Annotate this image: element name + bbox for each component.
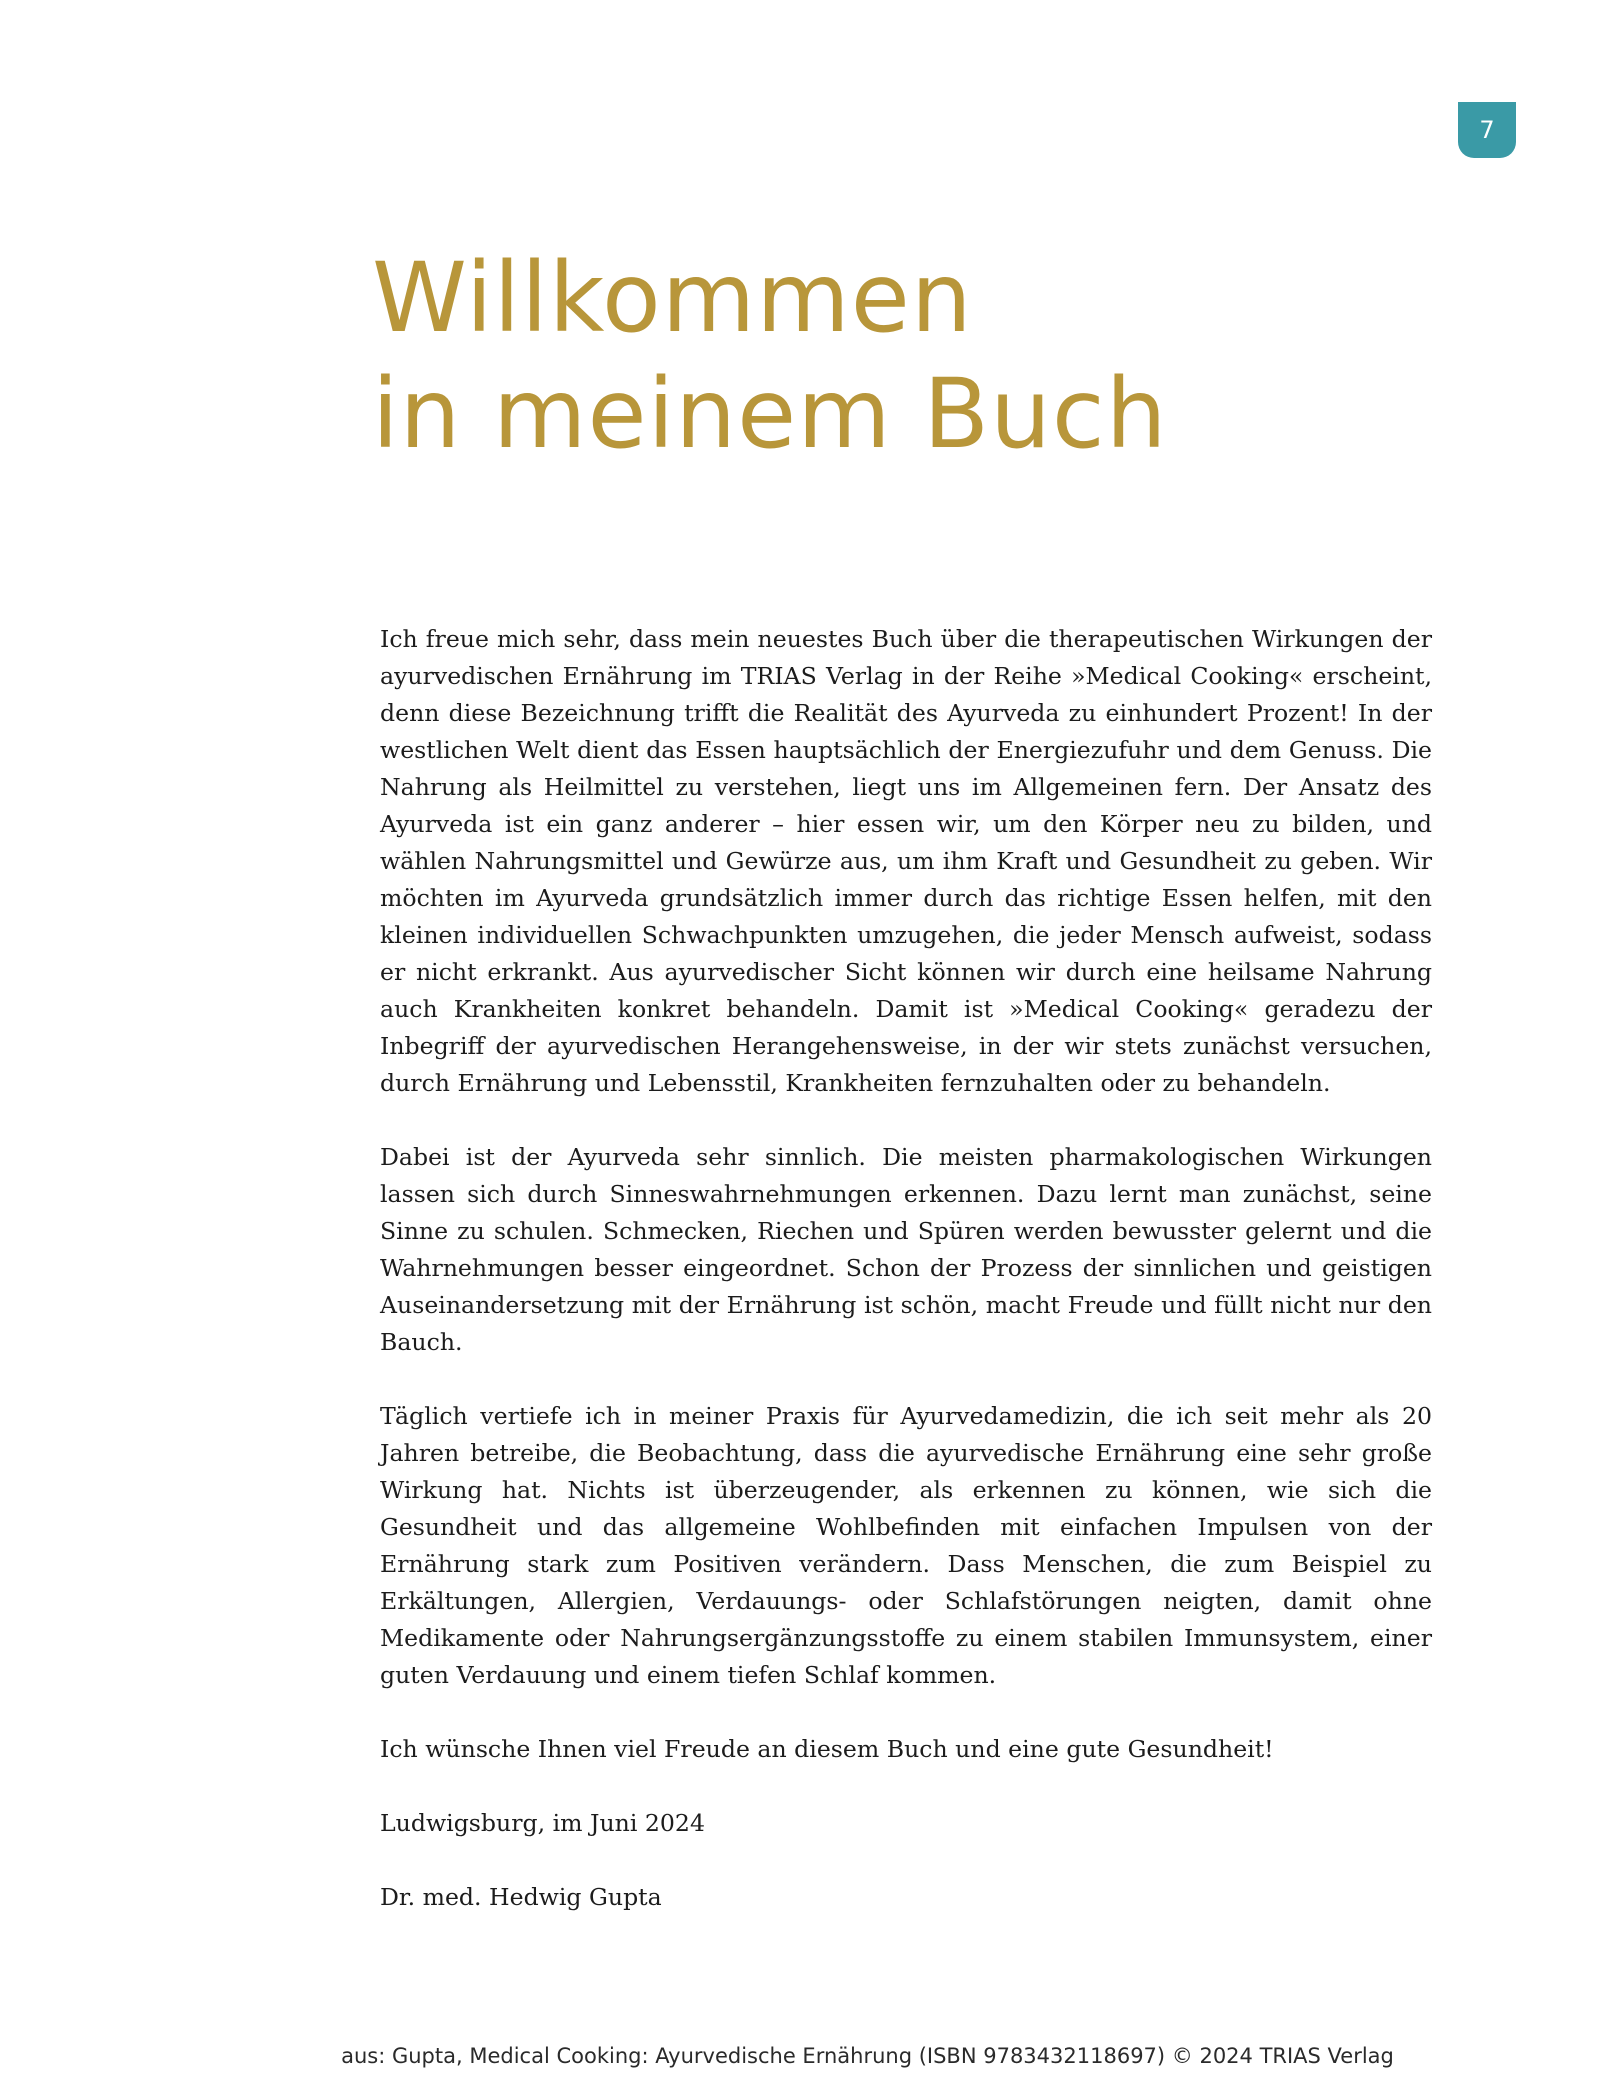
page-title-line-1: Willkommen [372, 242, 973, 354]
page-title-line-2: in meinem Buch [372, 358, 1168, 470]
closing-wish: Ich wünsche Ihnen viel Freude an diesem Buch und eine gute Gesundheit! [380, 1735, 1274, 1763]
page-title [372, 240, 1168, 472]
place-and-date: Ludwigsburg, im Juni 2024 [380, 1809, 705, 1837]
page-number-badge: 7 [1458, 102, 1516, 158]
paragraph-senses: Dabei ist der Ayurveda sehr sinnlich. Die meisten pharmakologischen Wirkungen lassen sich durch Sinneswahrnehmungen erkennen. Dazu lernt man zunächst, seine Sinne zu schulen. Schmecken, Riechen und Spüren werden bewusster gelernt und die Wahrnehmungen besser eingeordnet. Schon der Prozess der sinnlichen und geistigen Auseinandersetzung mit der Ernährung ist schön, macht Freude und füllt nicht nur den Bauch. [380, 1143, 1432, 1356]
body-text [380, 621, 1432, 1953]
author-signature: Dr. med. Hedwig Gupta [380, 1883, 662, 1911]
paragraph-practice: Täglich vertiefe ich in meiner Praxis für Ayurvedamedizin, die ich seit mehr als 20 Jahren betreibe, die Beobachtung, dass die ayurvedische Ernährung eine sehr große Wirkung hat. Nichts ist überzeugender, als erkennen zu können, wie sich die Gesundheit und das allgemeine Wohlbefinden mit einfachen Impulsen von der Ernährung stark zum Positiven verändern. Dass Menschen, die zum Beispiel zu Erkältungen, Allergien, Verdauungs- oder Schlafstörungen neigten, damit ohne Medikamente oder Nahrungsergänzungsstoffe zu einem stabilen Immunsystem, einer guten Verdauung und einem tiefen Schlaf kommen. [380, 1402, 1432, 1689]
copyright-footer [0, 2044, 1615, 2068]
paragraph-intro: Ich freue mich sehr, dass mein neuestes Buch über die therapeutischen Wirkungen der ayurvedischen Ernährung im TRIAS Verlag in der Reihe »Medical Cooking« erscheint, denn diese Bezeichnung trifft die Realität des Ayurveda zu einhundert Prozent! In der westlichen Welt dient das Essen hauptsächlich der Energiezufuhr und dem Genuss. Die Nahrung als Heilmittel zu verstehen, liegt uns im Allgemeinen fern. Der Ansatz des Ayurveda ist ein ganz anderer – hier essen wir, um den Körper neu zu bilden, und wählen Nahrungsmittel und Gewürze aus, um ihm Kraft und Gesundheit zu geben. Wir möchten im Ayurveda grundsätzlich immer durch das richtige Essen helfen, mit den kleinen individuellen Schwachpunkten umzugehen, die jeder Mensch aufweist, sodass er nicht erkrankt. Aus ayurvedischer Sicht können wir durch eine heilsame Nahrung auch Krankheiten konkret behandeln. Damit ist »Medical Cooking« geradezu der Inbegriff der ayurvedischen Herangehensweise, in der wir stets zunächst versuchen, durch Ernährung und Lebensstil, Krankheiten fernzuhalten oder zu behandeln. [380, 625, 1432, 1097]
copyright-footer-text: aus: Gupta, Medical Cooking: Ayurvedische Ernährung (ISBN 9783432118697) © 2024 TRIAS Verlag [341, 2044, 1394, 2068]
